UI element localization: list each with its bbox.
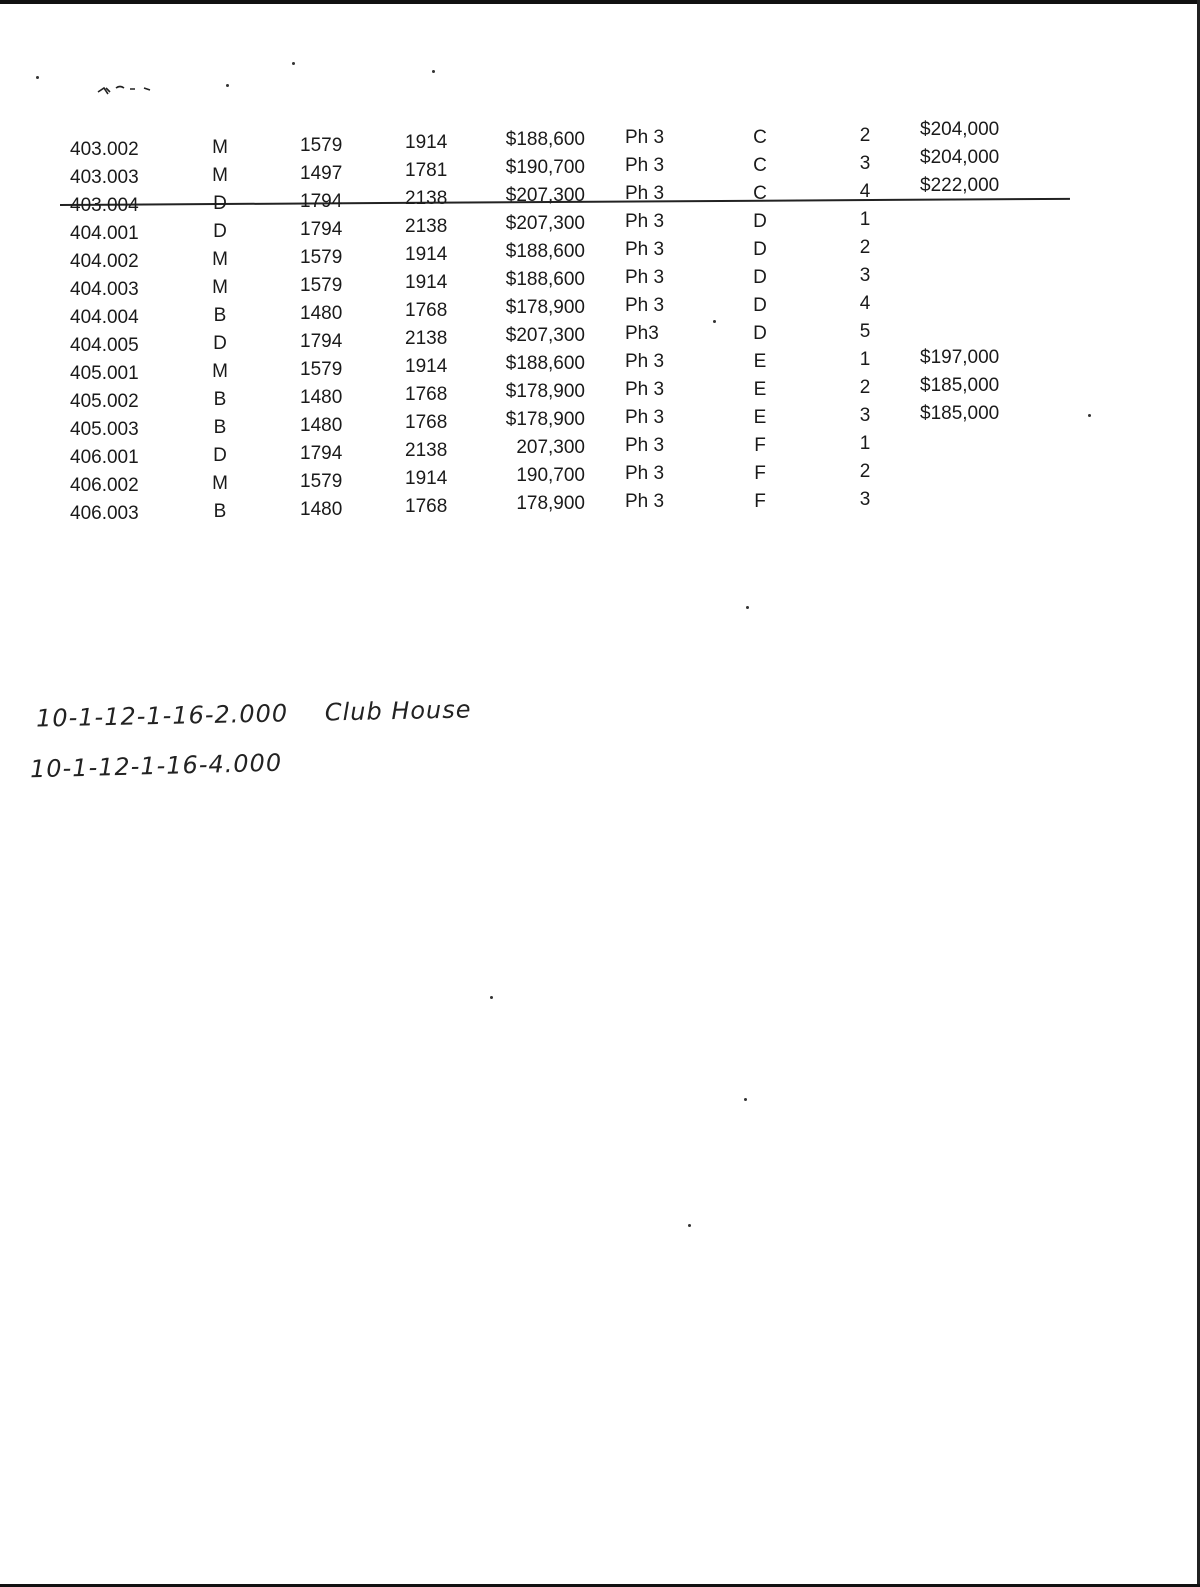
scan-speck [688, 1224, 691, 1227]
table-row [0, 489, 1200, 524]
living-sqft: 1794 [300, 219, 343, 240]
unit-number: 2 [859, 377, 871, 398]
unit-type: D [213, 333, 227, 354]
unit-type: M [212, 165, 228, 186]
table-row [0, 461, 1200, 496]
phase: Ph 3 [625, 239, 665, 260]
table-row [0, 433, 1200, 468]
living-sqft: 1579 [300, 135, 343, 156]
lot-number: 404.003 [70, 279, 139, 300]
asking-price: $185,000 [920, 375, 1000, 396]
building: C [753, 183, 767, 204]
unit-number: 3 [859, 405, 871, 426]
table-row [0, 265, 1200, 300]
unit-type: M [212, 473, 228, 494]
phase: Ph3 [625, 323, 659, 344]
living-sqft: 1480 [300, 387, 343, 408]
phase: Ph 3 [625, 267, 665, 288]
unit-number: 1 [859, 349, 871, 370]
unit-number: 3 [859, 489, 871, 510]
phase: Ph 3 [625, 155, 665, 176]
building: F [754, 463, 766, 484]
phase: Ph 3 [625, 463, 665, 484]
unit-type: D [213, 221, 227, 242]
total-sqft: 1768 [405, 496, 448, 517]
building: F [754, 491, 766, 512]
lot-number: 403.004 [70, 195, 139, 216]
asking-price: $185,000 [920, 403, 1000, 424]
unit-price-table [0, 0, 1200, 560]
living-sqft: 1794 [300, 331, 343, 352]
living-sqft: 1480 [300, 303, 343, 324]
phase: Ph 3 [625, 183, 665, 204]
parcel-label: Club House [324, 695, 472, 727]
lot-number: 405.003 [70, 419, 139, 440]
phase: Ph 3 [625, 211, 665, 232]
lot-number: 404.001 [70, 223, 139, 244]
building: C [753, 127, 767, 148]
unit-number: 5 [859, 321, 871, 342]
table-row [0, 119, 1200, 160]
table-row [0, 375, 1200, 412]
living-sqft: 1480 [300, 499, 343, 520]
unit-number: 1 [859, 209, 871, 230]
total-sqft: 1781 [405, 160, 448, 181]
handwritten-note-parcel-1 [36, 695, 472, 732]
building: E [753, 407, 767, 428]
price: $178,900 [505, 409, 585, 430]
phase: Ph 3 [625, 379, 665, 400]
unit-number: 2 [859, 125, 871, 146]
scan-speck [490, 996, 493, 999]
parcel-number: 10-1-12-1-16-4.000 [29, 748, 283, 784]
asking-price: $197,000 [920, 347, 1000, 368]
unit-type: D [213, 193, 227, 214]
building: D [753, 239, 767, 260]
price: $190,700 [505, 157, 585, 178]
building: F [754, 435, 766, 456]
unit-number: 2 [859, 237, 871, 258]
lot-number: 404.002 [70, 251, 139, 272]
building: D [753, 323, 767, 344]
phase: Ph 3 [625, 435, 665, 456]
parcel-number: 10-1-12-1-16-2.000 [35, 699, 289, 733]
phase: Ph 3 [625, 407, 665, 428]
phase: Ph 3 [625, 351, 665, 372]
total-sqft: 1768 [405, 300, 448, 321]
total-sqft: 1914 [405, 132, 448, 153]
unit-number: 4 [859, 293, 871, 314]
price: $188,600 [505, 269, 585, 290]
price: 207,300 [516, 437, 585, 458]
total-sqft: 2138 [405, 440, 448, 461]
lot-number: 406.001 [70, 447, 139, 468]
price: $207,300 [505, 213, 585, 234]
unit-type: B [213, 501, 227, 522]
unit-number: 3 [859, 153, 871, 174]
total-sqft: 1914 [405, 356, 448, 377]
total-sqft: 2138 [405, 188, 448, 209]
unit-number: 4 [859, 181, 871, 202]
unit-type: M [212, 361, 228, 382]
total-sqft: 2138 [405, 216, 448, 237]
table-row [0, 237, 1200, 272]
lot-number: 406.002 [70, 475, 139, 496]
lot-number: 406.003 [70, 503, 139, 524]
living-sqft: 1579 [300, 359, 343, 380]
unit-type: M [212, 277, 228, 298]
table-row [0, 403, 1200, 440]
unit-type: M [212, 249, 228, 270]
price: $188,600 [505, 129, 585, 150]
scan-speck [744, 1098, 747, 1101]
lot-number: 403.003 [70, 167, 139, 188]
phase: Ph 3 [625, 127, 665, 148]
building: C [753, 155, 767, 176]
unit-type: M [212, 137, 228, 158]
lot-number: 405.001 [70, 363, 139, 384]
total-sqft: 1914 [405, 272, 448, 293]
total-sqft: 1914 [405, 244, 448, 265]
living-sqft: 1579 [300, 471, 343, 492]
asking-price: $222,000 [920, 175, 1000, 196]
total-sqft: 1914 [405, 468, 448, 489]
price: 190,700 [516, 465, 585, 486]
price: $188,600 [505, 241, 585, 262]
lot-number: 405.002 [70, 391, 139, 412]
building: D [753, 295, 767, 316]
total-sqft: 1768 [405, 384, 448, 405]
asking-price: $204,000 [920, 119, 1000, 140]
building: D [753, 211, 767, 232]
building: E [753, 351, 767, 372]
price: $188,600 [505, 353, 585, 374]
total-sqft: 1768 [405, 412, 448, 433]
price: 178,900 [516, 493, 585, 514]
living-sqft: 1579 [300, 247, 343, 268]
unit-type: B [213, 417, 227, 438]
price: $207,300 [505, 325, 585, 346]
unit-number: 3 [859, 265, 871, 286]
living-sqft: 1480 [300, 415, 343, 436]
living-sqft: 1794 [300, 191, 343, 212]
phase: Ph 3 [625, 295, 665, 316]
price: $178,900 [505, 297, 585, 318]
lot-number: 404.004 [70, 307, 139, 328]
unit-type: B [213, 389, 227, 410]
asking-price: $204,000 [920, 147, 1000, 168]
lot-number: 403.002 [70, 139, 139, 160]
total-sqft: 2138 [405, 328, 448, 349]
table-row [0, 209, 1200, 244]
living-sqft: 1579 [300, 275, 343, 296]
price: $207,300 [505, 185, 585, 206]
unit-type: B [213, 305, 227, 326]
scan-speck [746, 606, 749, 609]
phase: Ph 3 [625, 491, 665, 512]
building: E [753, 379, 767, 400]
price: $178,900 [505, 381, 585, 402]
unit-number: 1 [859, 433, 871, 454]
unit-number: 2 [859, 461, 871, 482]
handwritten-note-parcel-2 [30, 749, 283, 784]
lot-number: 404.005 [70, 335, 139, 356]
table-row [0, 321, 1200, 356]
table-row [0, 293, 1200, 328]
unit-type: D [213, 445, 227, 466]
building: D [753, 267, 767, 288]
living-sqft: 1497 [300, 163, 343, 184]
living-sqft: 1794 [300, 443, 343, 464]
table-row [0, 347, 1200, 384]
